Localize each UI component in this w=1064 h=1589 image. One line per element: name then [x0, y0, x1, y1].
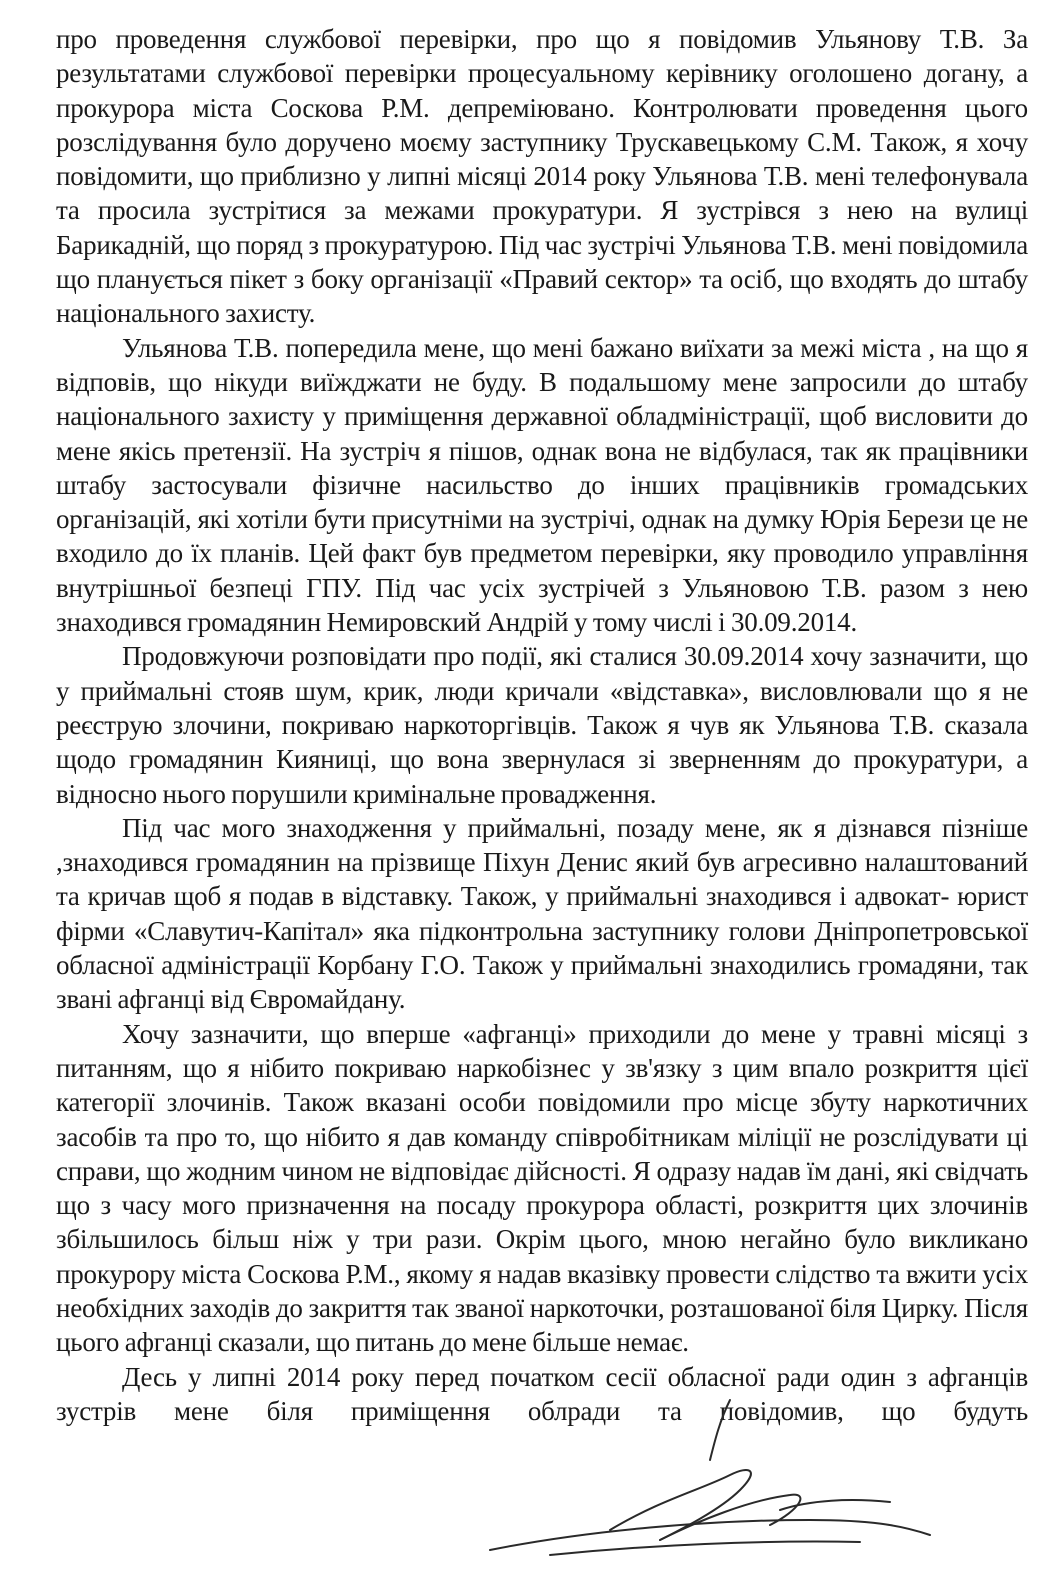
- paragraph-6: Десь у липні 2014 року перед початком сесії обласної ради один з афганців зустрів мене біля приміщення облради та повідомив, що будуть: [56, 1361, 1028, 1426]
- paragraph-1: про проведення службової перевірки, про що я повідомив Ульянову Т.В. За результатами службової перевірки процесуальному керівнику оголошено догану, а прокурора міста Соскова Р.М. депреміювано. Контролювати проведення цього розслідування було доручено моєму заступнику Трускавецькому С.М. Також, я хочу повідомити, що приблизно у липні місяці 2014 року Ульянова Т.В. мені телефонувала та просила зустрітися за межами прокуратури. Я зустрівся з нею на вулиці Барикадній, що поряд з прокуратурою. Під час зустрічі Ульянова Т.В. мені повідомила що планується пікет з боку організації «Правий сектор» та осіб, що входять до штабу національного захисту.: [56, 24, 1028, 329]
- document-page: [56, 22, 1028, 1428]
- paragraph-4: Під час мого знаходження у приймальні, позаду мене, як я дізнався пізніше ,знаходився громадянин на прізвище Піхун Денис який був агресивно налаштований та кричав щоб я подав в відставку. Також, у приймальні знаходився і адвокат- юрист фірми «Славутич-Капітал» яка підконтрольна заступнику голови Дніпропетровської обласної адміністрації Корбану Г.О. Також у приймальні знаходились громадяни, так звані афганці від Євромайдану.: [56, 812, 1028, 1015]
- paragraph-3: Продовжуючи розповідати про події, які сталися 30.09.2014 хочу зазначити, що у приймальні стояв шум, крик, люди кричали «відставка», висловлювали що я не реєструю злочини, покриваю наркоторгівців. Також я чув як Ульянова Т.В. сказала щодо громадянин Кияниці, що вона звернулася зі зверненням до прокуратури, а відносно нього порушили кримінальне провадження.: [56, 641, 1028, 809]
- paragraph-2: Ульянова Т.В. попередила мене, що мені бажано виїхати за межі міста , на що я відповів, що нікуди виїжджати не буду. В подальшому мене запросили до штабу національного захисту у приміщення державної обладміністрації, щоб висловити до мене якісь претензії. На зустріч я пішов, однак вона не відбулася, так як працівники штабу застосували фізичне насильство до інших працівників громадських організацій, які хотіли бути присутніми на зустрічі, однак на думку Юрія Берези це не входило до їх планів. Цей факт був предметом перевірки, яку проводило управління внутрішньої безпеці ГПУ. Під час усіх зустрічей з Ульяновою Т.В. разом з нею знаходився громадянин Немировский Андрій у тому числі і 30.09.2014.: [56, 332, 1028, 638]
- paragraph-5: Хочу зазначити, що вперше «афганці» приходили до мене у травні місяці з питанням, що я нібито покриваю наркобізнес у зв'язку з цим впало розкриття цієї категорії злочинів. Також вказані особи повідомили про місце збуту наркотичних засобів та про то, що нібито я дав команду співробітникам міліції не розслідувати ці справи, що жодним чином не відповідає дійсності. Я одразу надав їм дані, які свідчать що з часу мого призначення на посаду прокурора області, розкриття цих злочинів збільшилось більш ніж у три рази. Окрім цього, мною негайно було викликано прокурору міста Соскова Р.М., якому я надав вказівку провести слідство та вжити усіх необхідних заходів до закриття так званої наркоточки, розташованої біля Цирку. Після цього афганці сказали, що питань до мене більше немає.: [56, 1018, 1028, 1358]
